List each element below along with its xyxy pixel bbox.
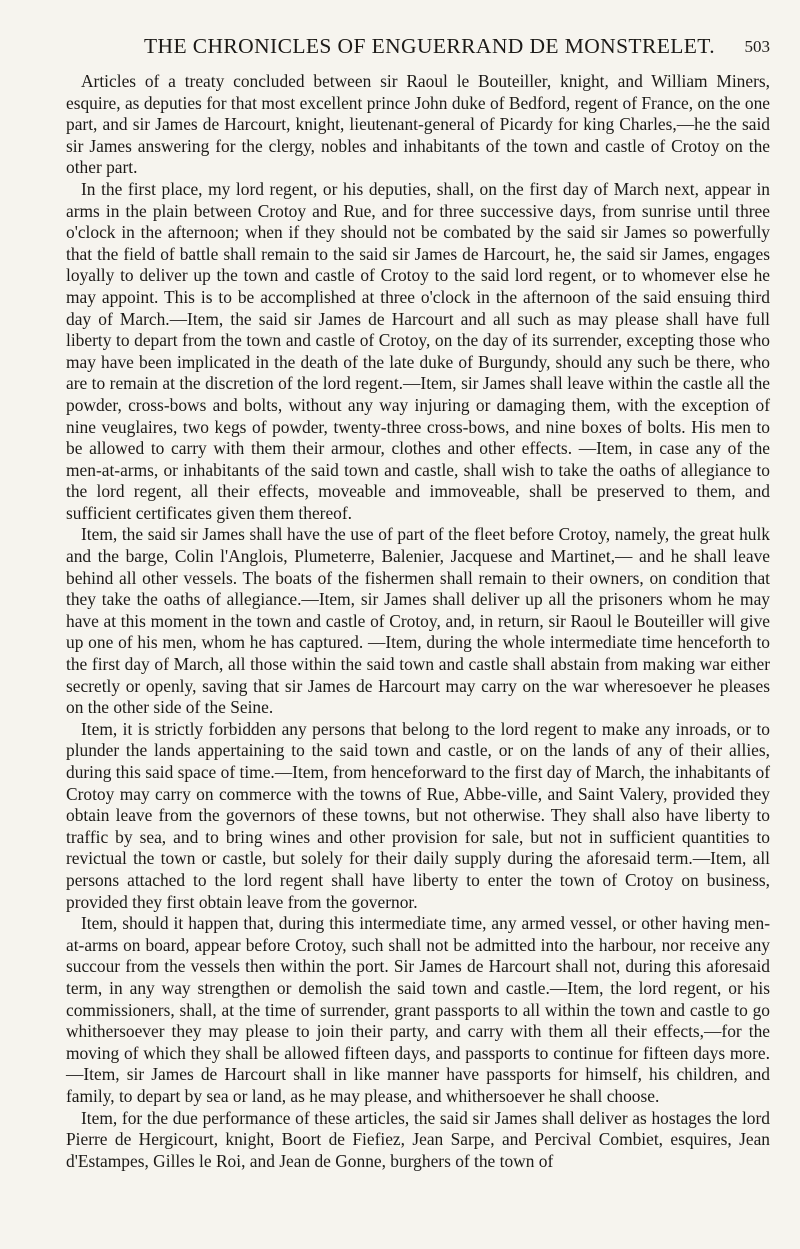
page-number: 503: [744, 37, 770, 56]
paragraph-fleet-article: Item, the said sir James shall have the use of part of the fleet before Crotoy, namely, the great hulk and the barge, Colin l'Anglois, Plumeterre, Balenier, Jacquese and Martinet,— and he shall leave behind all other vessels. The boats of the fishermen shall remain to their owners, on condition that they take the oaths of allegiance.—Item, sir James shall deliver up all the prisoners whom he may have at this moment in the town and castle of Crotoy, and, in return, sir Raoul le Bouteiller will give up one of his men, whom he has captured. —Item, during the whole intermediate time henceforth to the first day of March, all those within the said town and castle shall abstain from making war either secretly or openly, saving that sir James de Harcourt may carry on the war wheresoever he pleases on the other side of the Seine.: [66, 524, 770, 718]
paragraph-harbour-article: Item, should it happen that, during this intermediate time, any armed vessel, or other having men-at-arms on board, appear before Crotoy, such shall not be admitted into the harbour, nor receive any succour from the vessels then within the port. Sir James de Harcourt shall not, during this aforesaid term, in any way strengthen or demolish the said town and castle.—Item, the lord regent, or his commissioners, shall, at the time of surrender, grant passports to all within the town and castle to go whithersoever they may please to join their party, and carry with them all their effects,—for the moving of which they shall be allowed fifteen days, and passports to continue for fifteen days more.—Item, sir James de Harcourt shall in like manner have passports for himself, his children, and family, to depart by sea or land, as he may please, and whithersoever he shall choose.: [66, 913, 770, 1106]
paragraph-commerce-article: Item, it is strictly forbidden any persons that belong to the lord regent to make any inroads, or to plunder the lands appertaining to the said town and castle, or on the lands of any of their allies, during this said space of time.—Item, from henceforward to the first day of March, the inhabitants of Crotoy may carry on commerce with the towns of Rue, Abbe-ville, and Saint Valery, provided they obtain leave from the governors of these towns, but not otherwise. They shall also have liberty to traffic by sea, and to bring wines and other provision for sale, but not in sufficient quantities to revictual the town or castle, but solely for their daily supply during the aforesaid term.—Item, all persons attached to the lord regent shall have liberty to enter the town of Crotoy on business, provided they first obtain leave from the governor.: [66, 718, 770, 912]
paragraph-treaty-preamble: Articles of a treaty concluded between sir Raoul le Bouteiller, knight, and William Miners, esquire, as deputies for that most excellent prince John duke of Bedford, regent of France, on the one part, and sir James de Harcourt, knight, lieutenant-general of Picardy for king Charles,—he the said sir James answering for the clergy, nobles and inhabitants of the town and castle of Crotoy on the other part.: [66, 71, 770, 178]
paragraph-first-article: In the first place, my lord regent, or his deputies, shall, on the first day of March next, appear in arms in the plain between Crotoy and Rue, and for three successive days, from sunrise until three o'clock in the afternoon; when if they should not be combated by the said sir James so powerfully that the field of battle shall remain to the said sir James de Harcourt, he, the said sir James, engages loyally to deliver up the town and castle of Crotoy to the said lord regent, or to whomever else he may appoint. This is to be accomplished at three o'clock in the afternoon of the said ensuing third day of March.—Item, the said sir James de Harcourt and all such as may please shall have full liberty to depart from the town and castle of Crotoy, on the day of its surrender, excepting those who may have been implicated in the death of the late duke of Burgundy, should any such be there, who are to remain at the discretion of the lord regent.—Item, sir James shall leave within the castle all the powder, cross-bows and bolts, without any way injuring or damaging them, with the exception of nine veuglaires, two kegs of powder, twenty-three cross-bows, and nine boxes of bolts. His men to be allowed to carry with them their armour, clothes and other effects. —Item, in case any of the men-at-arms, or inhabitants of the said town and castle, shall wish to take the oaths of allegiance to the lord regent, all their effects, moveable and immoveable, shall be preserved to them, and sufficient certificates given them thereof.: [66, 178, 770, 523]
body-text: [66, 71, 770, 1172]
running-head: [66, 34, 770, 64]
paragraph-hostages-article: Item, for the due performance of these articles, the said sir James shall deliver as hostages the lord Pierre de Hergicourt, knight, Boort de Fiefiez, Jean Sarpe, and Percival Combiet, esquires, Jean d'Estampes, Gilles le Roi, and Jean de Gonne, burghers of the town of: [66, 1107, 770, 1171]
running-title: THE CHRONICLES OF ENGUERRAND DE MONSTRELET.: [144, 34, 716, 58]
